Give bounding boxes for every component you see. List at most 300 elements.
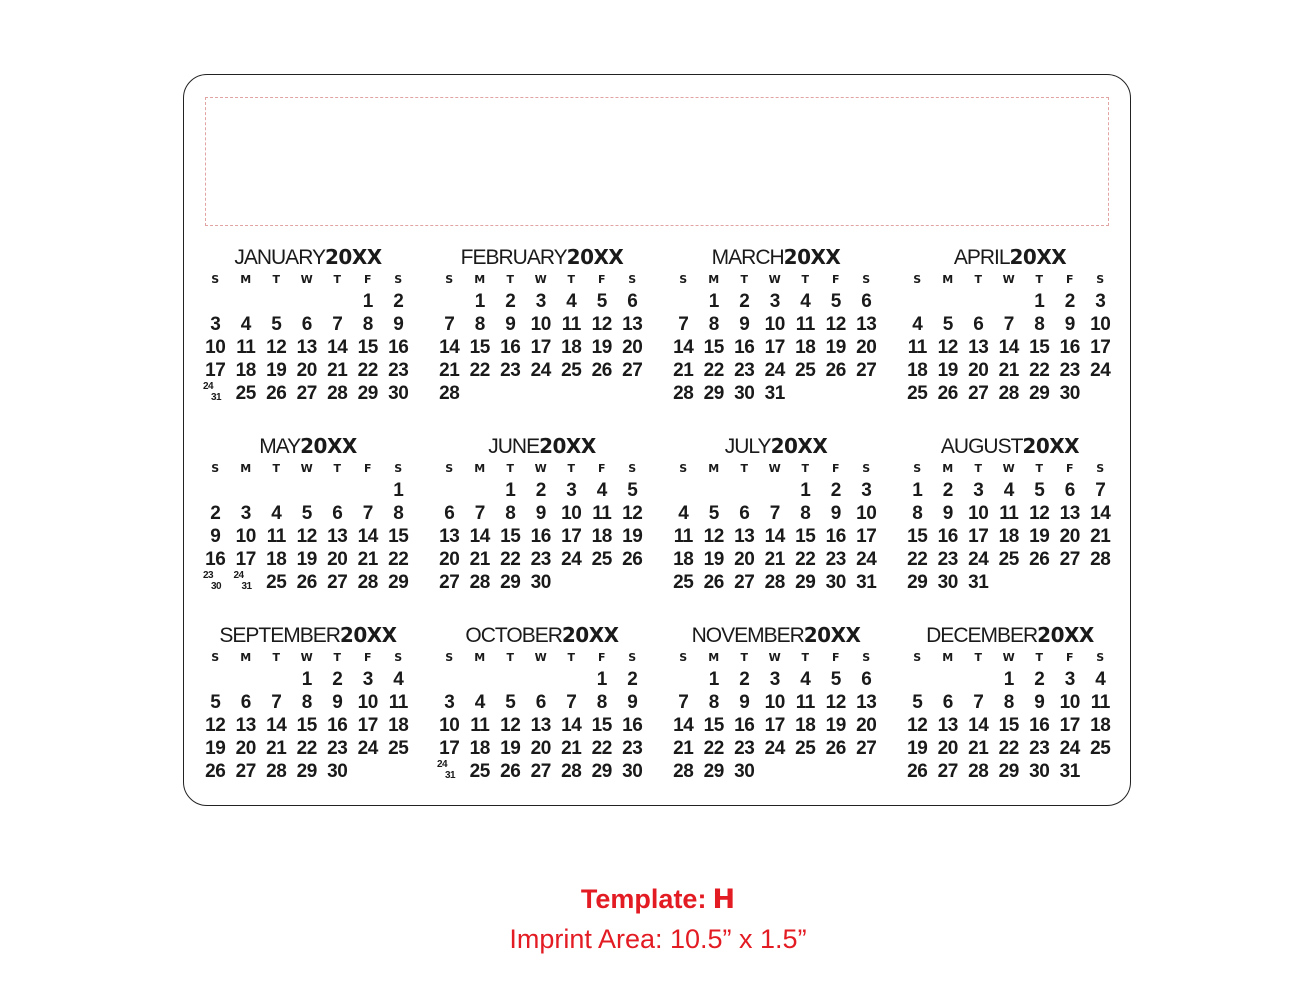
day-number: 26 <box>622 549 643 570</box>
day-number: 20 <box>622 337 643 358</box>
day-number: 24 <box>764 360 785 381</box>
month-title <box>902 433 1118 459</box>
day-number: 5 <box>505 692 516 713</box>
day-number: 6 <box>240 692 251 713</box>
day-number: 15 <box>1029 337 1050 358</box>
weekday-label: S <box>628 651 637 664</box>
day-number: 19 <box>825 715 846 736</box>
day-number: 30 <box>388 383 409 404</box>
day-number: 6 <box>739 503 750 524</box>
day-number: 3 <box>861 480 872 501</box>
day-number: 15 <box>591 715 612 736</box>
day-number: 18 <box>673 549 694 570</box>
day-number: 14 <box>1090 503 1111 524</box>
day-number: 8 <box>474 314 485 335</box>
weekday-label: T <box>333 651 341 664</box>
day-number: 1 <box>1003 669 1014 690</box>
day-number: 31 <box>241 581 252 592</box>
day-number: 8 <box>1034 314 1045 335</box>
weekday-label: W <box>300 462 313 475</box>
day-number: 1 <box>912 480 923 501</box>
day-number: 29 <box>500 572 521 593</box>
weekday-label: T <box>740 651 748 664</box>
weekday-label: T <box>333 273 341 286</box>
weekday-label: S <box>211 273 220 286</box>
day-number: 10 <box>764 692 785 713</box>
day-number: 6 <box>332 503 343 524</box>
day-number: 25 <box>1090 738 1111 759</box>
day-number: 22 <box>388 549 409 570</box>
day-number: 19 <box>296 549 317 570</box>
weekday-label: S <box>913 462 922 475</box>
day-number: 23 <box>1029 738 1050 759</box>
day-number: 1 <box>474 291 485 312</box>
day-number: 30 <box>825 572 846 593</box>
weekday-label: W <box>534 273 547 286</box>
empty-day <box>556 668 587 691</box>
day-number: 31 <box>856 572 877 593</box>
day-number: 5 <box>596 291 607 312</box>
day-number: 15 <box>469 337 490 358</box>
day-number: 27 <box>327 572 348 593</box>
day-number: 31 <box>445 770 456 781</box>
month-year: 20XX <box>324 245 382 269</box>
empty-day <box>933 668 964 691</box>
day-number: 18 <box>388 715 409 736</box>
day-number: 12 <box>296 526 317 547</box>
day-number: 13 <box>856 692 877 713</box>
day-number: 12 <box>205 715 226 736</box>
empty-day <box>963 290 994 313</box>
day-number: 26 <box>907 761 928 782</box>
day-number: 4 <box>596 480 607 501</box>
split-day <box>434 760 465 783</box>
day-grid <box>434 270 650 405</box>
day-number: 28 <box>266 761 287 782</box>
day-number: 2 <box>210 503 221 524</box>
day-number: 10 <box>561 503 582 524</box>
day-number: 17 <box>205 360 226 381</box>
day-number: 26 <box>937 383 958 404</box>
empty-day <box>231 668 262 691</box>
day-number: 26 <box>825 360 846 381</box>
day-number: 25 <box>591 549 612 570</box>
day-number: 7 <box>332 314 343 335</box>
day-number: 22 <box>703 738 724 759</box>
day-grid <box>902 459 1118 594</box>
empty-day <box>668 290 699 313</box>
day-number: 18 <box>1090 715 1111 736</box>
weekday-label: M <box>708 651 720 664</box>
day-grid <box>200 270 416 405</box>
day-number: 12 <box>825 692 846 713</box>
day-number: 29 <box>703 761 724 782</box>
day-number: 18 <box>591 526 612 547</box>
day-number: 2 <box>393 291 404 312</box>
day-number: 10 <box>856 503 877 524</box>
month-title <box>434 622 650 648</box>
day-number: 16 <box>500 337 521 358</box>
weekday-label: S <box>211 651 220 664</box>
weekday-label: M <box>240 651 252 664</box>
empty-day <box>729 479 760 502</box>
month-may <box>200 433 416 622</box>
day-number: 6 <box>627 291 638 312</box>
weekday-label: F <box>831 273 840 286</box>
weekday-label: T <box>272 651 280 664</box>
month-march <box>668 244 884 433</box>
month-august <box>902 433 1118 622</box>
empty-day <box>668 668 699 691</box>
day-number: 22 <box>296 738 317 759</box>
empty-day <box>322 479 353 502</box>
day-number: 25 <box>266 572 287 593</box>
weekday-label: W <box>300 651 313 664</box>
day-number: 6 <box>861 291 872 312</box>
weekday-label: T <box>801 651 809 664</box>
day-number: 29 <box>907 572 928 593</box>
day-number: 26 <box>500 761 521 782</box>
day-number: 22 <box>795 549 816 570</box>
weekday-label: S <box>913 651 922 664</box>
day-number: 17 <box>764 337 785 358</box>
day-number: 22 <box>500 549 521 570</box>
day-number: 7 <box>678 692 689 713</box>
day-number: 2 <box>332 669 343 690</box>
day-number: 18 <box>235 360 256 381</box>
day-number: 10 <box>1090 314 1111 335</box>
weekday-label: S <box>913 273 922 286</box>
day-number: 8 <box>505 503 516 524</box>
day-number: 19 <box>907 738 928 759</box>
day-number: 8 <box>708 314 719 335</box>
day-number: 19 <box>937 360 958 381</box>
day-number: 5 <box>830 291 841 312</box>
day-grid <box>434 648 650 783</box>
empty-day <box>465 479 496 502</box>
empty-day <box>963 668 994 691</box>
weekday-label: M <box>474 273 486 286</box>
month-title <box>200 244 416 270</box>
day-number: 11 <box>1090 692 1110 713</box>
day-number: 2 <box>942 480 953 501</box>
day-number: 16 <box>1059 337 1080 358</box>
day-number: 8 <box>708 692 719 713</box>
split-day <box>200 382 231 405</box>
day-number: 26 <box>266 383 287 404</box>
day-number: 22 <box>469 360 490 381</box>
day-number: 13 <box>327 526 348 547</box>
day-number: 3 <box>769 291 780 312</box>
day-number: 31 <box>764 383 785 404</box>
day-number: 15 <box>296 715 317 736</box>
weekday-label: S <box>628 273 637 286</box>
day-number: 1 <box>505 480 516 501</box>
day-number: 7 <box>271 692 282 713</box>
month-title <box>200 433 416 459</box>
day-number: 19 <box>825 337 846 358</box>
day-number: 25 <box>998 549 1019 570</box>
weekday-label: T <box>506 462 514 475</box>
day-number: 17 <box>357 715 378 736</box>
day-number: 13 <box>937 715 958 736</box>
day-number: 27 <box>439 572 460 593</box>
day-number: 30 <box>734 383 755 404</box>
weekday-label: T <box>974 273 982 286</box>
day-number: 28 <box>327 383 348 404</box>
empty-day <box>200 290 231 313</box>
day-number: 15 <box>357 337 378 358</box>
month-february <box>434 244 650 433</box>
empty-day <box>434 668 465 691</box>
day-number: 21 <box>561 738 582 759</box>
day-number: 29 <box>1029 383 1050 404</box>
day-number: 21 <box>266 738 287 759</box>
day-number: 12 <box>907 715 928 736</box>
day-number: 28 <box>561 761 582 782</box>
day-number: 20 <box>856 337 877 358</box>
day-number: 7 <box>769 503 780 524</box>
empty-day <box>434 290 465 313</box>
day-number: 6 <box>973 314 984 335</box>
day-number: 24 <box>233 570 244 581</box>
month-name: JANUARY <box>234 246 325 269</box>
day-number: 1 <box>362 291 373 312</box>
day-grid <box>902 270 1118 405</box>
day-number: 26 <box>825 738 846 759</box>
day-grid <box>668 270 884 405</box>
day-number: 21 <box>1090 526 1111 547</box>
day-number: 23 <box>327 738 348 759</box>
month-january <box>200 244 416 433</box>
day-number: 24 <box>1090 360 1111 381</box>
day-number: 6 <box>444 503 455 524</box>
day-number: 3 <box>535 291 546 312</box>
weekday-label: T <box>506 273 514 286</box>
weekday-label: F <box>597 462 606 475</box>
weekday-label: S <box>211 462 220 475</box>
day-number: 24 <box>856 549 877 570</box>
day-number: 28 <box>673 761 694 782</box>
weekday-label: S <box>445 462 454 475</box>
day-number: 3 <box>240 503 251 524</box>
month-title <box>668 244 884 270</box>
day-number: 26 <box>205 761 226 782</box>
day-number: 10 <box>764 314 785 335</box>
month-year: 20XX <box>770 434 828 458</box>
weekday-label: W <box>768 651 781 664</box>
weekday-label: W <box>300 273 313 286</box>
day-number: 11 <box>561 314 581 335</box>
day-number: 19 <box>266 360 287 381</box>
day-number: 30 <box>327 761 348 782</box>
day-number: 16 <box>734 337 755 358</box>
day-number: 29 <box>357 383 378 404</box>
day-number: 19 <box>703 549 724 570</box>
day-number: 3 <box>1095 291 1106 312</box>
day-number: 24 <box>530 360 551 381</box>
day-number: 23 <box>530 549 551 570</box>
day-number: 31 <box>968 572 989 593</box>
weekday-label: W <box>534 462 547 475</box>
day-number: 16 <box>1029 715 1050 736</box>
day-number: 30 <box>622 761 643 782</box>
day-grid <box>668 648 884 783</box>
weekday-label: M <box>474 651 486 664</box>
day-number: 21 <box>764 549 785 570</box>
month-year: 20XX <box>561 623 619 647</box>
day-number: 8 <box>393 503 404 524</box>
weekday-label: T <box>974 462 982 475</box>
day-number: 29 <box>998 761 1019 782</box>
day-number: 5 <box>912 692 923 713</box>
day-number: 10 <box>968 503 989 524</box>
day-number: 9 <box>505 314 516 335</box>
day-number: 20 <box>530 738 551 759</box>
day-number: 13 <box>530 715 551 736</box>
weekday-label: T <box>272 462 280 475</box>
day-number: 11 <box>236 337 256 358</box>
month-title <box>200 622 416 648</box>
day-number: 8 <box>362 314 373 335</box>
day-number: 25 <box>561 360 582 381</box>
day-number: 6 <box>861 669 872 690</box>
day-number: 27 <box>622 360 643 381</box>
weekday-label: T <box>1035 462 1043 475</box>
imprint-area-caption: Imprint Area: 10.5” x 1.5” <box>509 924 807 954</box>
empty-day <box>200 668 231 691</box>
day-number: 9 <box>210 526 221 547</box>
day-number: 28 <box>764 572 785 593</box>
day-number: 7 <box>566 692 577 713</box>
weekday-label: T <box>1035 651 1043 664</box>
day-number: 11 <box>673 526 693 547</box>
day-number: 28 <box>968 761 989 782</box>
day-number: 26 <box>296 572 317 593</box>
weekday-label: M <box>942 651 954 664</box>
day-number: 23 <box>734 738 755 759</box>
day-number: 23 <box>388 360 409 381</box>
day-number: 19 <box>500 738 521 759</box>
day-number: 27 <box>296 383 317 404</box>
month-november <box>668 622 884 811</box>
empty-day <box>760 479 791 502</box>
day-number: 12 <box>937 337 958 358</box>
day-number: 4 <box>566 291 577 312</box>
day-number: 21 <box>998 360 1019 381</box>
day-number: 20 <box>1059 526 1080 547</box>
month-name: OCTOBER <box>465 624 562 647</box>
template-caption <box>0 884 1316 915</box>
day-number: 18 <box>795 337 816 358</box>
weekday-label: F <box>1065 651 1074 664</box>
day-number: 7 <box>474 503 485 524</box>
weekday-label: S <box>628 462 637 475</box>
day-number: 18 <box>795 715 816 736</box>
weekday-label: S <box>394 462 403 475</box>
day-number: 24 <box>764 738 785 759</box>
day-number: 9 <box>332 692 343 713</box>
day-number: 12 <box>266 337 287 358</box>
day-number: 12 <box>825 314 846 335</box>
weekday-label: T <box>272 273 280 286</box>
weekday-label: S <box>679 651 688 664</box>
weekday-label: S <box>394 273 403 286</box>
day-number: 2 <box>1034 669 1045 690</box>
weekday-label: S <box>862 273 871 286</box>
month-year: 20XX <box>566 245 624 269</box>
empty-day <box>200 479 231 502</box>
month-name: MAY <box>259 435 301 458</box>
day-number: 25 <box>388 738 409 759</box>
weekday-label: W <box>534 651 547 664</box>
day-number: 29 <box>795 572 816 593</box>
day-number: 17 <box>968 526 989 547</box>
day-number: 14 <box>673 715 694 736</box>
day-number: 6 <box>1064 480 1075 501</box>
month-title <box>434 244 650 270</box>
day-number: 27 <box>734 572 755 593</box>
day-number: 11 <box>907 337 927 358</box>
day-number: 1 <box>708 669 719 690</box>
day-grid <box>200 648 416 783</box>
weekday-label: W <box>768 273 781 286</box>
weekday-label: T <box>506 651 514 664</box>
day-number: 8 <box>596 692 607 713</box>
day-number: 24 <box>561 549 582 570</box>
empty-day <box>292 290 323 313</box>
day-number: 27 <box>530 761 551 782</box>
weekday-label: F <box>363 273 372 286</box>
day-number: 23 <box>734 360 755 381</box>
weekday-label: M <box>942 273 954 286</box>
day-number: 21 <box>327 360 348 381</box>
empty-day <box>465 668 496 691</box>
day-number: 19 <box>1029 526 1050 547</box>
day-number: 22 <box>591 738 612 759</box>
day-number: 17 <box>235 549 256 570</box>
day-number: 8 <box>912 503 923 524</box>
day-number: 11 <box>388 692 408 713</box>
day-number: 27 <box>968 383 989 404</box>
day-grid <box>200 459 416 594</box>
day-number: 9 <box>942 503 953 524</box>
weekday-label: S <box>1096 273 1105 286</box>
month-july <box>668 433 884 622</box>
day-number: 31 <box>1059 761 1080 782</box>
month-year: 20XX <box>1009 245 1067 269</box>
day-number: 15 <box>703 715 724 736</box>
day-number: 15 <box>795 526 816 547</box>
empty-day <box>261 668 292 691</box>
day-number: 10 <box>530 314 551 335</box>
day-number: 5 <box>627 480 638 501</box>
day-number: 15 <box>703 337 724 358</box>
day-number: 25 <box>907 383 928 404</box>
weekday-label: F <box>597 651 606 664</box>
month-year: 20XX <box>783 245 841 269</box>
day-number: 14 <box>673 337 694 358</box>
day-number: 21 <box>469 549 490 570</box>
day-number: 18 <box>907 360 928 381</box>
day-number: 11 <box>470 715 490 736</box>
day-number: 3 <box>210 314 221 335</box>
month-year: 20XX <box>1022 434 1080 458</box>
day-number: 30 <box>937 572 958 593</box>
weekday-label: W <box>1002 651 1015 664</box>
day-number: 28 <box>439 383 460 404</box>
day-number: 22 <box>998 738 1019 759</box>
